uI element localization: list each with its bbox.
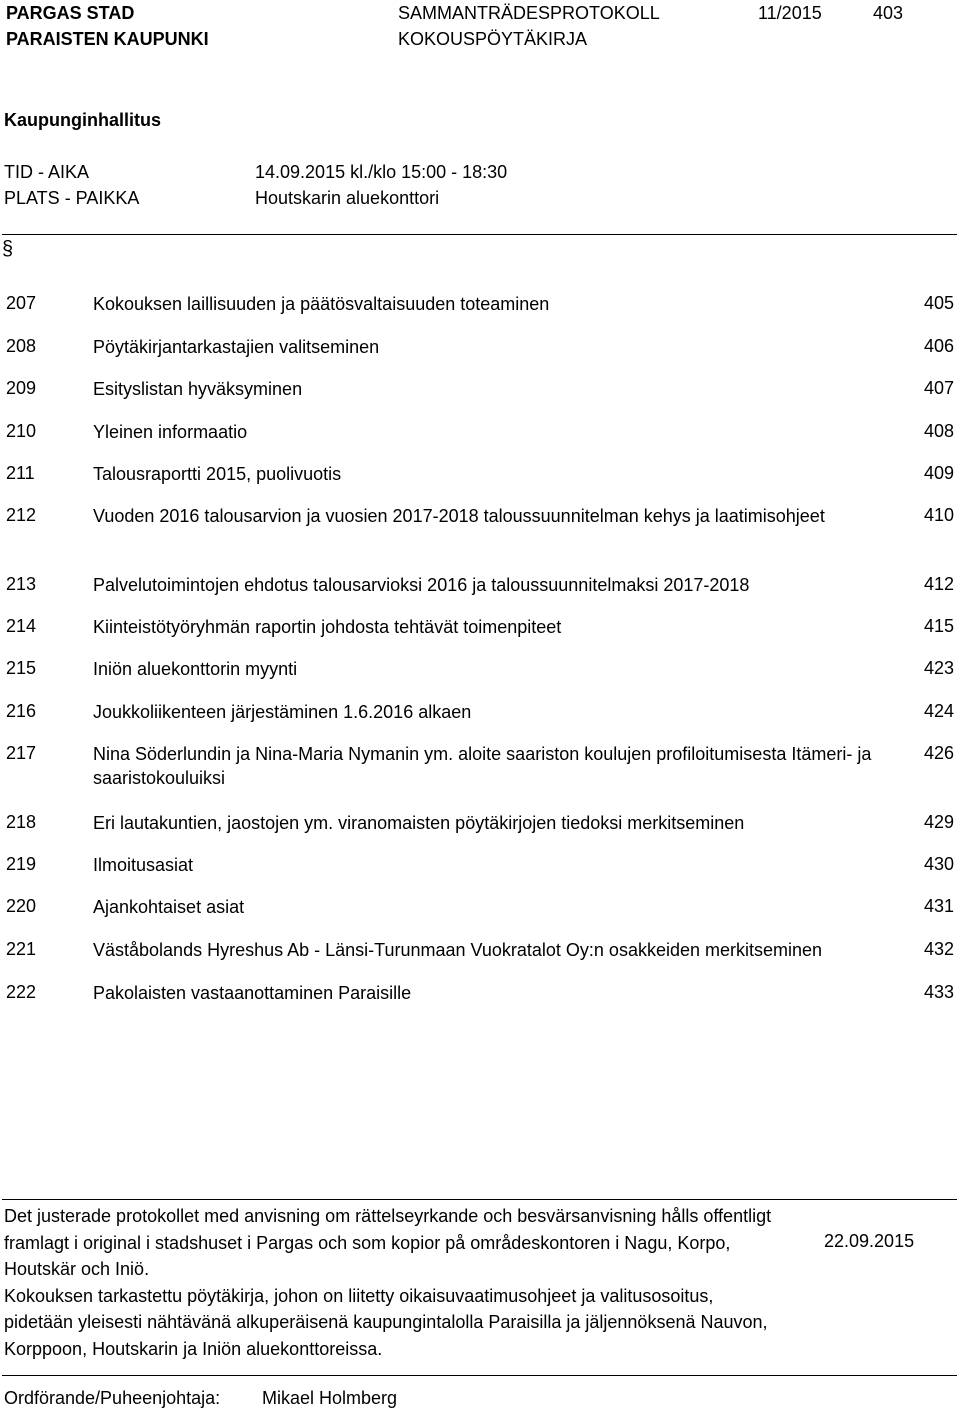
agenda-item-number: 218 [6, 812, 37, 832]
chair-label: Ordförande/Puheenjohtaja: [4, 1388, 221, 1408]
agenda-item-page: 433 [923, 982, 954, 1002]
agenda-item-page: 408 [923, 421, 954, 441]
agenda-item-page: 430 [923, 854, 954, 874]
agenda-item-page: 423 [923, 658, 954, 678]
footer-bottom-divider [2, 1375, 957, 1376]
agenda-item-page: 405 [923, 293, 954, 313]
agenda-item-title: Kokouksen laillisuuden ja päätösvaltaisuuden toteaminen [93, 294, 550, 314]
agenda-item-number: 215 [6, 658, 37, 678]
agenda-item-number: 213 [6, 574, 37, 594]
agenda-item-title: Iniön aluekonttorin myynti [93, 659, 298, 679]
agenda-item-number: 214 [6, 616, 37, 636]
agenda-item-title: Pakolaisten vastaanottaminen Paraisille [93, 983, 412, 1003]
header-divider [2, 234, 957, 235]
footer-divider [2, 1199, 957, 1200]
agenda-item-number: 210 [6, 421, 37, 441]
agenda-item-page: 407 [923, 378, 954, 398]
agenda-item-number: 221 [6, 939, 37, 959]
doc-type-fi: KOKOUSPÖYTÄKIRJA [398, 29, 588, 49]
time-value: 14.09.2015 kl./klo 15:00 - 18:30 [255, 162, 508, 182]
agenda-item-page: 406 [923, 336, 954, 356]
agenda-item-title: Nina Söderlundin ja Nina-Maria Nymanin ym. aloite saariston koulujen profiloitumisesta Itämeri- ja saaristokouluiksi [93, 744, 872, 788]
agenda-item-page: 429 [923, 812, 954, 832]
body-name: Kaupunginhallitus [4, 110, 161, 130]
agenda-item-title: Ilmoitusasiat [93, 855, 194, 875]
section-symbol: § [2, 238, 14, 260]
agenda-item-number: 209 [6, 378, 37, 398]
agenda-item-title: Eri lautakuntien, jaostojen ym. viranomaisten pöytäkirjojen tiedoksi merkitseminen [93, 813, 745, 833]
agenda-item-title: Ajankohtaiset asiat [93, 897, 245, 917]
place-value: Houtskarin aluekonttori [255, 188, 440, 208]
org-name-sv: PARGAS STAD [6, 3, 135, 23]
agenda-item-title: Yleinen informaatio [93, 422, 248, 442]
time-label: TID - AIKA [4, 162, 90, 182]
agenda-item-title: Väståbolands Hyreshus Ab - Länsi-Turunmaan Vuokratalot Oy:n osakkeiden merkitseminen [93, 940, 823, 960]
chair-name: Mikael Holmberg [262, 1388, 398, 1408]
agenda-item-number: 208 [6, 336, 37, 356]
agenda-item-number: 211 [6, 463, 35, 483]
agenda-item-page: 415 [923, 616, 954, 636]
agenda-item-number: 217 [6, 743, 37, 763]
agenda-item-title: Joukkoliikenteen järjestäminen 1.6.2016 alkaen [93, 702, 472, 722]
agenda-item-number: 220 [6, 896, 37, 916]
agenda-item-title: Esityslistan hyväksyminen [93, 379, 303, 399]
agenda-item-number: 212 [6, 505, 37, 525]
agenda-item-title: Talousraportti 2015, puolivuotis [93, 464, 342, 484]
agenda-item-page: 432 [923, 939, 954, 959]
agenda-item-page: 409 [923, 463, 954, 483]
notice-sv: Det justerade protokollet med anvisning om rättelseyrkande och besvärsanvisning hålls offentligt framlagt i original i stadshuset i Pargas och som kopior på områdeskontoren i Nagu, Korpo, Houtskär och Iniö. [4, 1206, 772, 1280]
agenda-item-number: 216 [6, 701, 37, 721]
org-name-fi: PARAISTEN KAUPUNKI [6, 29, 209, 49]
agenda-item-page: 412 [923, 574, 954, 594]
doc-type-sv: SAMMANTRÄDESPROTOKOLL [398, 3, 660, 23]
agenda-item-page: 431 [923, 896, 954, 916]
agenda-item-number: 222 [6, 982, 37, 1002]
agenda-item-title: Kiinteistötyöryhmän raportin johdosta tehtävät toimenpiteet [93, 617, 562, 637]
agenda-item-number: 219 [6, 854, 37, 874]
agenda-item-page: 410 [923, 505, 954, 525]
agenda-item-number: 207 [6, 293, 37, 313]
publication-date: 22.09.2015 [824, 1231, 915, 1251]
agenda-item-title: Pöytäkirjantarkastajien valitseminen [93, 337, 380, 357]
agenda-item-page: 426 [923, 743, 954, 763]
agenda-item-title: Palvelutoimintojen ehdotus talousarvioksi 2016 ja taloussuunnitelmaksi 2017-2018 [93, 575, 750, 595]
publication-notice [4, 1203, 774, 1363]
agenda-item-page: 424 [923, 701, 954, 721]
notice-fi: Kokouksen tarkastettu pöytäkirja, johon on liitetty oikaisuvaatimusohjeet ja valitusosoitus, pidetään yleisesti nähtävänä alkuperäisenä kaupungintalolla Paraisilla ja jäljennöksenä Nauvon, Korppoon, Houtskarin ja Iniön aluekonttoreissa. [4, 1285, 768, 1359]
place-label: PLATS - PAIKKA [4, 188, 140, 208]
issue-number: 11/2015 [758, 3, 822, 23]
page-number: 403 [873, 3, 904, 23]
agenda-item-title: Vuoden 2016 talousarvion ja vuosien 2017-2018 taloussuunnitelman kehys ja laatimisohjeet [93, 506, 825, 526]
